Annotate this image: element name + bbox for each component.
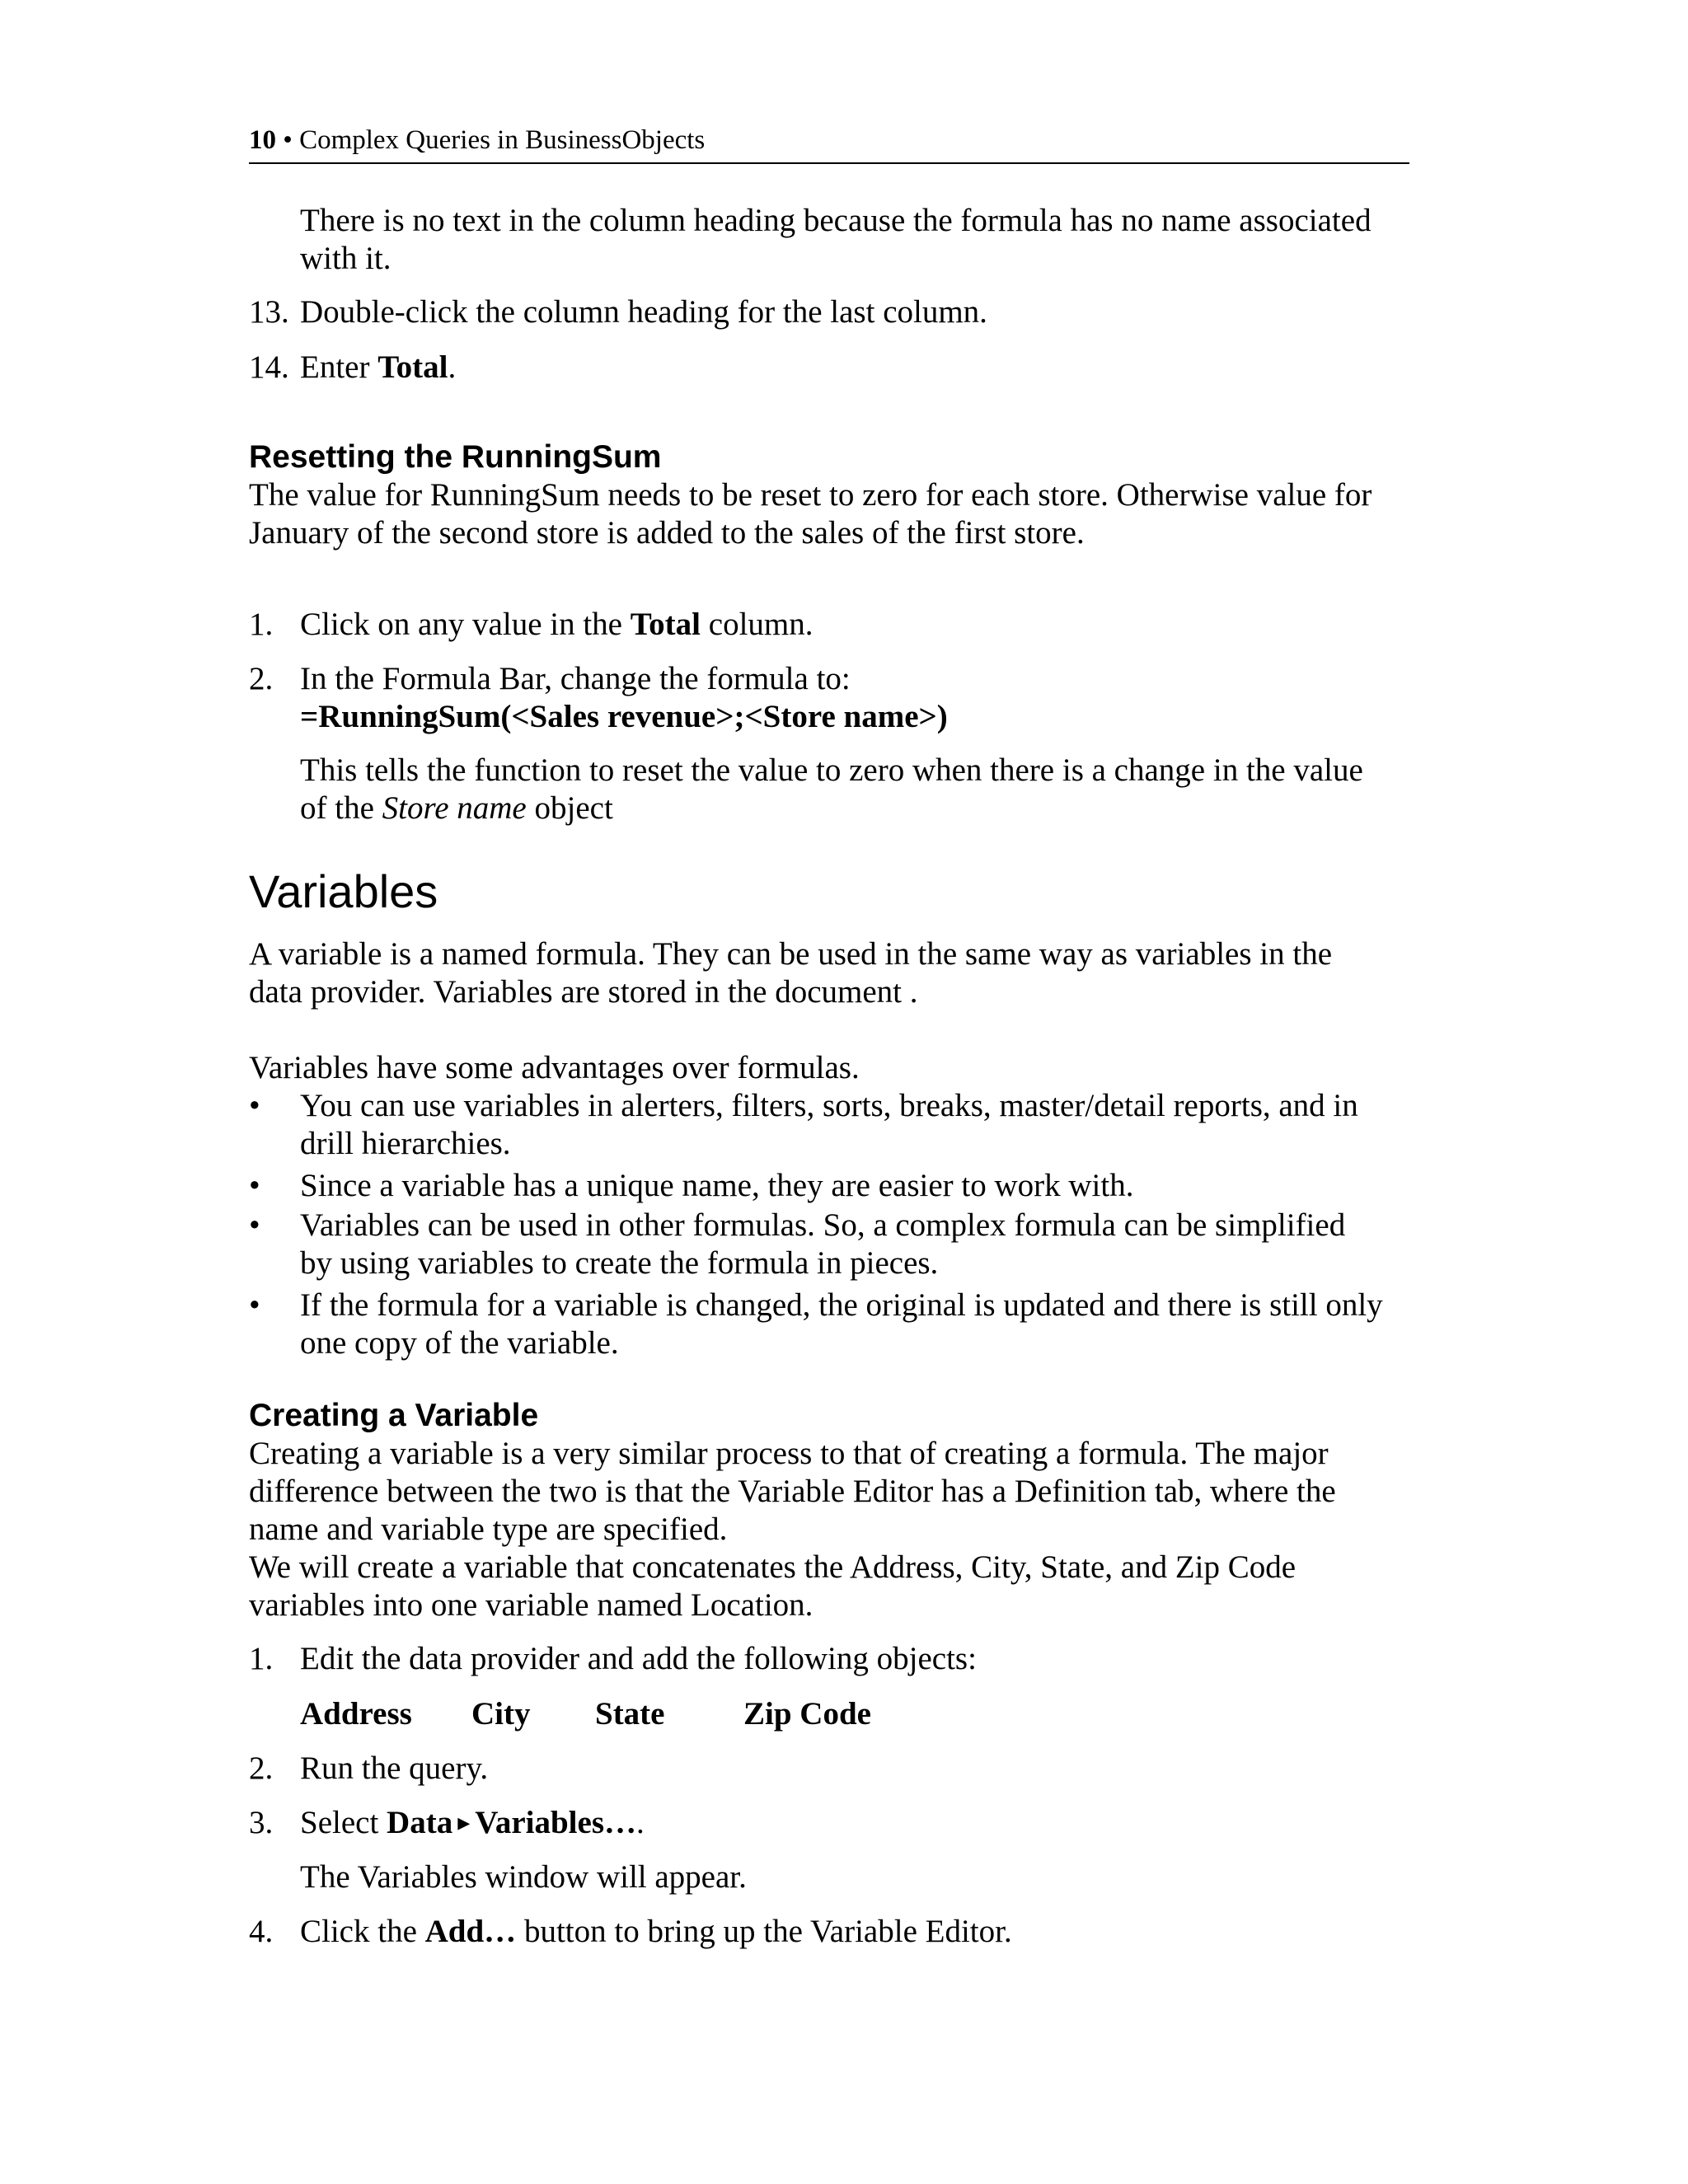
reset-step-1-bold: Total bbox=[630, 607, 701, 642]
bullet-3-line-1: Variables can be used in other formulas. So, a complex formula can be simplified bbox=[300, 1207, 1346, 1243]
variables-para-line-1: A variable is a named formula. They can be used in the same way as variables in the bbox=[249, 936, 1333, 972]
step-number: 13. bbox=[249, 294, 289, 330]
step-14-bold: Total bbox=[377, 349, 448, 385]
bullet-4-line-1: If the formula for a variable is changed, the original is updated and there is still only bbox=[300, 1287, 1383, 1323]
note-post: object bbox=[526, 790, 613, 826]
bullet-dot: • bbox=[249, 1207, 260, 1243]
heading-resetting-runningsum: Resetting the RunningSum bbox=[249, 439, 662, 475]
reset-step-1-text bbox=[300, 606, 814, 644]
bullet-2-line-1: Since a variable has a unique name, they are easier to work with. bbox=[300, 1168, 1134, 1203]
intro-line-1: There is no text in the column heading because the formula has no name associated bbox=[300, 203, 1372, 238]
step-14-post: . bbox=[448, 349, 457, 385]
variables-para-line-2: data provider. Variables are stored in the document . bbox=[249, 974, 918, 1010]
step-number: 1. bbox=[249, 607, 274, 642]
reset-para-line-1: The value for RunningSum needs to be reset to zero for each store. Otherwise value for bbox=[249, 477, 1372, 513]
heading-variables: Variables bbox=[249, 865, 438, 917]
create-step-1-text: Edit the data provider and add the following objects: bbox=[300, 1641, 977, 1676]
step-14-text bbox=[300, 349, 456, 387]
object-state: State bbox=[595, 1696, 665, 1732]
formula-text: =RunningSum(<Sales revenue>;<Store name>) bbox=[300, 699, 948, 734]
create-para-line-1: Creating a variable is a very similar process to that of creating a formula. The major bbox=[249, 1436, 1329, 1471]
objects-list bbox=[300, 1695, 871, 1733]
add-button-label: Add… bbox=[424, 1914, 517, 1949]
bullet-dot: • bbox=[249, 1168, 260, 1203]
running-header bbox=[249, 124, 1409, 157]
step-4-pre: Click the bbox=[300, 1914, 425, 1949]
step-4-post: button to bring up the Variable Editor. bbox=[516, 1914, 1012, 1949]
header-title: Complex Queries in BusinessObjects bbox=[299, 125, 706, 155]
object-city: City bbox=[471, 1696, 531, 1732]
reset-step-1-post: column. bbox=[701, 607, 814, 642]
note-italic: Store name bbox=[382, 790, 527, 826]
step-number: 2. bbox=[249, 1750, 274, 1786]
create-para-line-5: variables into one variable named Location. bbox=[249, 1587, 814, 1623]
create-step-4-text bbox=[300, 1913, 1012, 1951]
note-pre: of the bbox=[300, 790, 382, 826]
create-para-line-4: We will create a variable that concatenates the Address, City, State, and Zip Code bbox=[249, 1549, 1296, 1585]
bullet-4-line-2: one copy of the variable. bbox=[300, 1325, 619, 1361]
bullet-dot: • bbox=[249, 1088, 260, 1123]
step-number: 2. bbox=[249, 661, 274, 696]
reset-note-line-1: This tells the function to reset the value to zero when there is a change in the value bbox=[300, 752, 1363, 788]
menu-arrow-icon: ▸ bbox=[457, 1809, 471, 1836]
intro-line-2: with it. bbox=[300, 241, 392, 276]
bullet-dot: • bbox=[249, 1287, 260, 1323]
step-3-pre: Select bbox=[300, 1805, 387, 1840]
page-number: 10 bbox=[249, 125, 276, 155]
create-para-line-3: name and variable type are specified. bbox=[249, 1511, 728, 1547]
header-rule bbox=[249, 162, 1409, 164]
reset-para-line-2: January of the second store is added to the sales of the first store. bbox=[249, 515, 1085, 551]
step-number: 3. bbox=[249, 1805, 274, 1840]
object-zip-code: Zip Code bbox=[743, 1696, 871, 1732]
create-para-line-2: difference between the two is that the Variable Editor has a Definition tab, where the bbox=[249, 1474, 1336, 1509]
create-step-2-text: Run the query. bbox=[300, 1750, 489, 1786]
header-separator: • bbox=[276, 125, 300, 155]
menu-variables: Variables… bbox=[475, 1805, 637, 1840]
create-step-3-text bbox=[300, 1804, 645, 1844]
bullet-1-line-2: drill hierarchies. bbox=[300, 1126, 511, 1161]
step-number: 4. bbox=[249, 1914, 274, 1949]
step-13-text: Double-click the column heading for the last column. bbox=[300, 294, 987, 330]
step-number: 14. bbox=[249, 349, 289, 385]
step-number: 1. bbox=[249, 1641, 274, 1676]
create-step-3-note: The Variables window will appear. bbox=[300, 1859, 747, 1895]
reset-step-1-pre: Click on any value in the bbox=[300, 607, 631, 642]
bullet-3-line-2: by using variables to create the formula in pieces. bbox=[300, 1245, 939, 1281]
heading-creating-variable: Creating a Variable bbox=[249, 1398, 539, 1433]
step-3-post: . bbox=[636, 1805, 645, 1840]
bullet-1-line-1: You can use variables in alerters, filters, sorts, breaks, master/detail reports, and in bbox=[300, 1088, 1358, 1123]
object-address: Address bbox=[300, 1696, 412, 1732]
menu-data: Data bbox=[387, 1805, 453, 1840]
advantages-intro: Variables have some advantages over formulas. bbox=[249, 1050, 860, 1085]
reset-step-2-text: In the Formula Bar, change the formula to: bbox=[300, 661, 851, 696]
step-14-pre: Enter bbox=[300, 349, 378, 385]
reset-note-line-2 bbox=[300, 790, 613, 827]
